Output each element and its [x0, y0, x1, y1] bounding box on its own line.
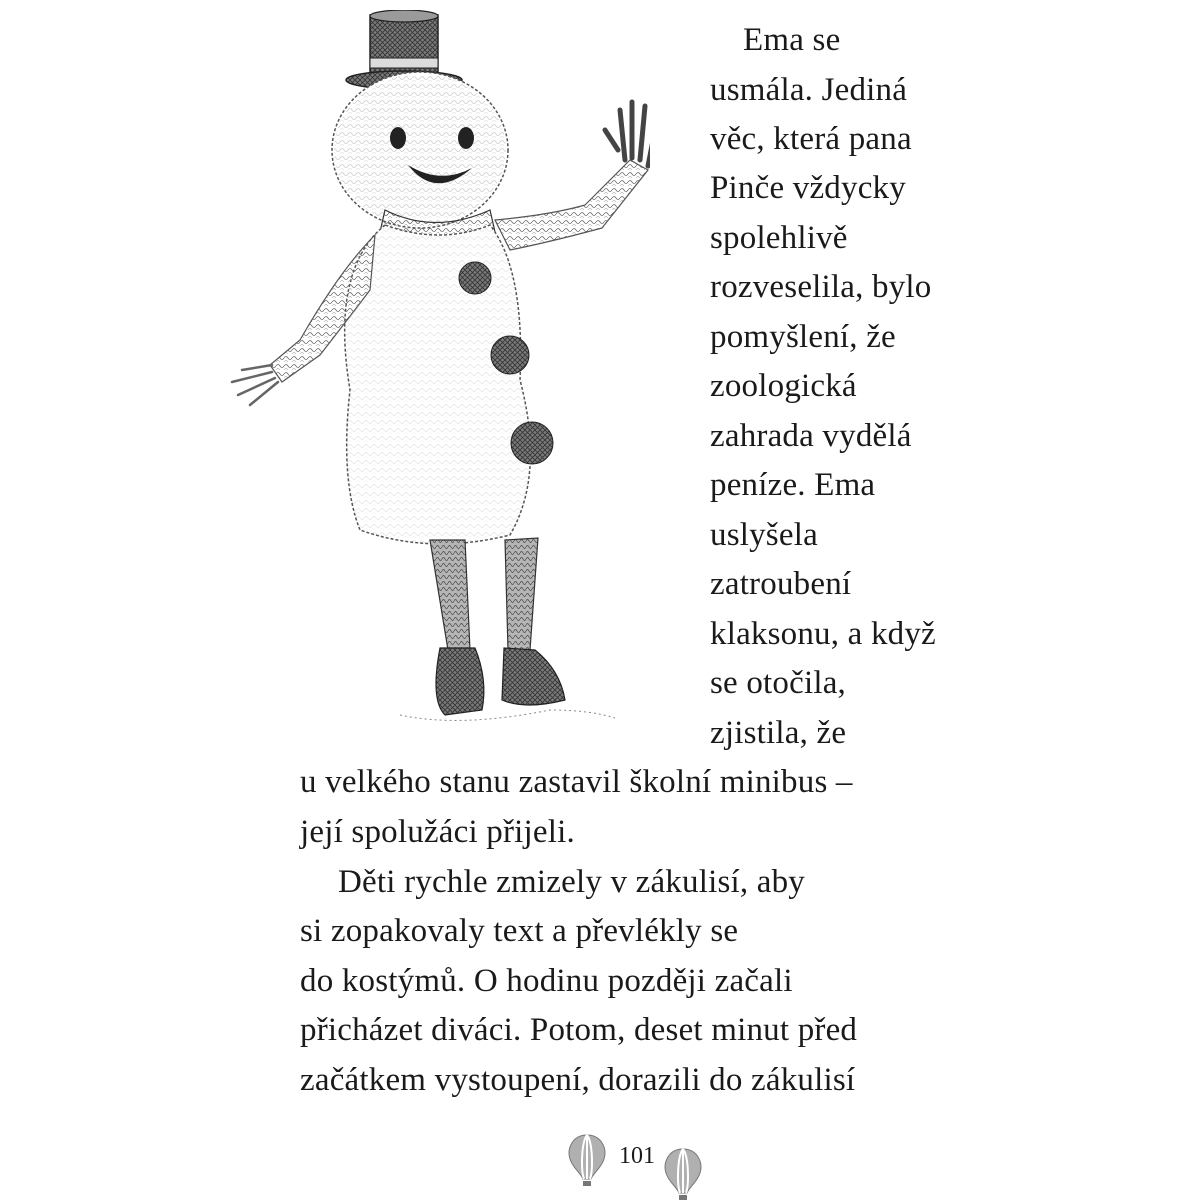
text-line: přicházet diváci. Potom, deset minut před — [300, 1012, 858, 1048]
shoes — [400, 648, 615, 720]
text-line: spolehlivě — [710, 220, 848, 256]
text-line: Děti rychle zmizely v zákulisí, aby — [338, 864, 806, 900]
text-line: si zopakovaly text a převlékly se — [300, 913, 739, 949]
legs — [430, 538, 538, 650]
hot-air-balloon-icon — [567, 1133, 607, 1189]
text-line: věc, která pana — [710, 121, 912, 157]
text-line: peníze. Ema — [710, 467, 876, 503]
text-line: do kostýmů. O hodinu později začali — [300, 963, 793, 999]
text-line: zahrada vydělá — [710, 418, 912, 454]
text-line: zatroubení — [710, 566, 852, 602]
text-line: její spolužáci přijeli. — [300, 814, 575, 850]
text-line: u velkého stanu zastavil školní minibus – — [300, 764, 853, 800]
snowman-head — [332, 72, 508, 228]
text-line: zoologická — [710, 368, 857, 404]
page-number: 101 — [619, 1143, 655, 1169]
waving-arm — [495, 102, 650, 250]
text-line: usmála. Jediná — [710, 72, 908, 108]
text-line: pomyšlení, že — [710, 319, 896, 355]
text-line: Pinče vždycky — [710, 170, 906, 206]
snowman-costume-illustration — [220, 10, 650, 740]
text-line: Ema se — [743, 22, 841, 58]
snowman-body — [345, 225, 553, 544]
hot-air-balloon-icon — [663, 1147, 703, 1203]
text-line: rozveselila, bylo — [710, 269, 932, 305]
text-line: se otočila, — [710, 665, 846, 701]
text-line: začátkem vystoupení, dorazili do zákulisí — [300, 1062, 856, 1098]
text-line: klaksonu, a když — [710, 616, 936, 652]
text-line: uslyšela — [710, 517, 818, 553]
text-line: zjistila, že — [710, 715, 847, 751]
